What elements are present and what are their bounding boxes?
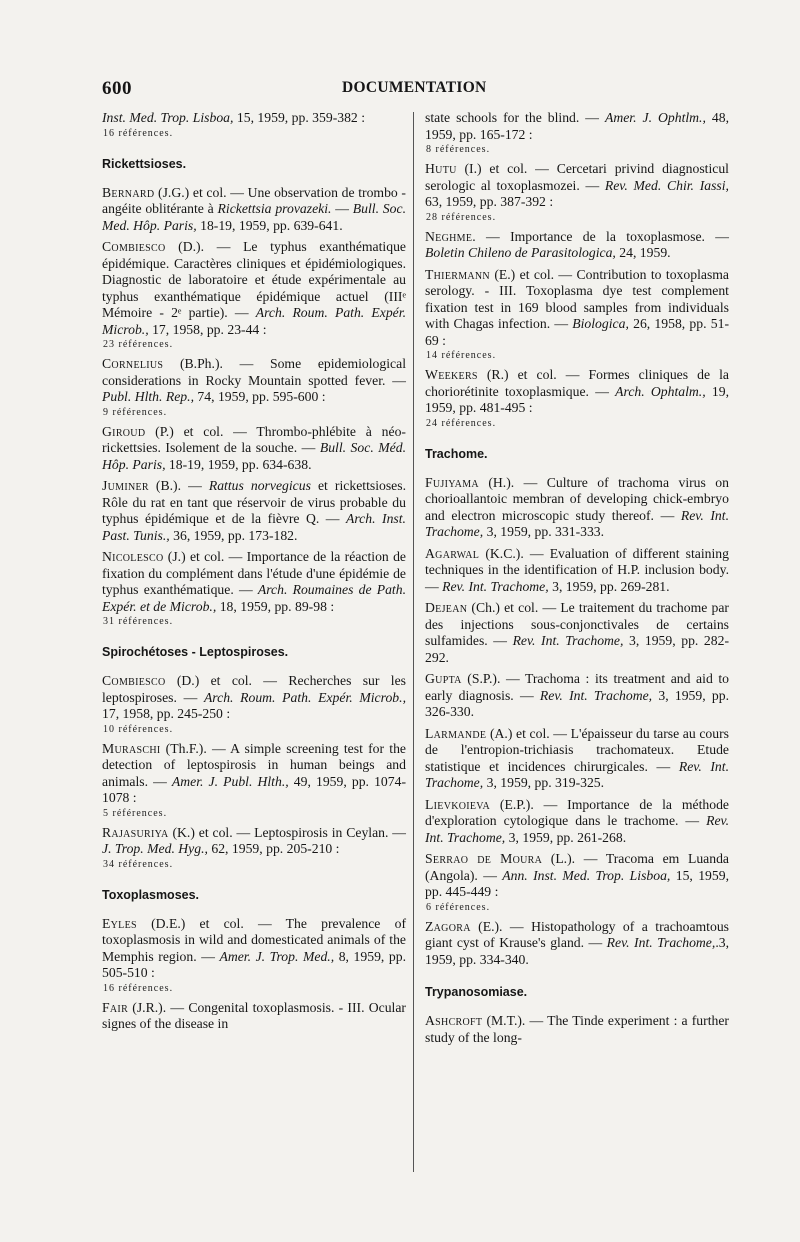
author-name: Eyles <box>102 915 137 931</box>
citation-details: .3, 1959, pp. 334-340. <box>425 935 729 967</box>
citation-title: Tracoma em Luanda (Angola). — <box>425 851 730 883</box>
reference-count: 34 références. <box>103 858 174 870</box>
citation-title: Contribution to toxoplasma serology. - III. Toxoplasma dye test complement fixation test in 169 blood samples from individuals with Chagas infection. — <box>425 266 730 331</box>
citation-text <box>425 671 729 721</box>
citation-initials: (D.) et col. — <box>165 673 289 688</box>
journal-name: Rev. Int. Trachome, <box>425 507 730 539</box>
citation-text <box>102 424 406 474</box>
citation-text <box>425 726 729 792</box>
reference-count: 16 références. <box>103 127 174 139</box>
citation-italic-title: Rattus norvegicus <box>208 478 311 493</box>
citation-text <box>425 229 729 262</box>
citation-initials: (J.G.) et col. — <box>154 184 248 200</box>
author-name: Bernard <box>102 184 155 200</box>
bibliography-entry <box>102 673 406 736</box>
citation-text <box>102 825 406 858</box>
citation-title: Recherches sur les leptospiroses. — <box>102 673 406 705</box>
section-heading: Toxoplasmoses. <box>102 887 200 902</box>
citation-initials: (E.P.). — <box>490 796 568 812</box>
author-name: Ashcroft <box>425 1013 483 1028</box>
citation-initials: (K.C.). — <box>479 545 550 561</box>
section-heading: Rickettsioses. <box>102 156 187 171</box>
bibliography-entry <box>425 797 729 847</box>
citation-title: Some epidemiological considerations in Rocky Mountain spotted fever. — <box>102 356 407 388</box>
citation-title: Une observation de trombo - angéite oblitérante à <box>102 184 406 216</box>
right-column <box>425 110 729 1051</box>
citation-details: 62, 1959, pp. 205-210 : <box>207 841 340 856</box>
citation-initials: (B.). — <box>148 478 209 493</box>
citation-title: Formes cliniques de la choriorétinite toxoplasmique. — <box>425 367 729 399</box>
citation-initials: (J.R.). — <box>128 999 189 1015</box>
reference-count: 10 références. <box>103 723 174 735</box>
citation-details: 8, 1959, pp. 505-510 : <box>102 948 407 980</box>
page-number: 600 <box>102 78 132 99</box>
bibliography-entry <box>425 671 729 721</box>
citation-details: 49, 1959, pp. 1074-1078 : <box>102 773 407 805</box>
bibliography-entry <box>425 367 729 430</box>
citation-text <box>425 367 729 417</box>
citation-details: 19, 1959, pp. 481-495 : <box>425 383 729 415</box>
citation-text <box>102 356 406 406</box>
bibliography-entry <box>425 600 729 666</box>
bibliography-entry <box>102 916 406 995</box>
bibliography-entry <box>102 424 406 474</box>
citation-title: Culture of trachoma virus on chorioallantoic membran of developing chick-embryo and electron microscopic study thereof. — <box>425 474 729 523</box>
author-name: Larmande <box>425 725 487 741</box>
citation-text <box>102 110 406 127</box>
author-name: Dejean <box>425 600 468 615</box>
bibliography-entry <box>425 267 729 363</box>
citation-details: 17, 1958, pp. 23-44 : <box>148 321 267 337</box>
bibliography-entry <box>102 741 406 820</box>
author-name: Gupta <box>425 671 462 686</box>
citation-title: Importance de la méthode d'exploration cytologique dans le trachome. — <box>425 796 729 828</box>
bibliography-entry <box>425 546 729 596</box>
bibliography-entry <box>102 356 406 419</box>
citation-initials: (R.) et col. — <box>477 367 589 382</box>
journal-name: Amer. J. Trop. Med., <box>219 948 335 964</box>
author-name: Neghme <box>425 228 473 244</box>
citation-title: Histopathology of a trachoamtous giant cyst of Krause's gland. — <box>425 918 730 950</box>
author-name: Combiesco <box>102 673 166 688</box>
reference-count: 31 références. <box>103 616 174 627</box>
citation-details: 48, 1959, pp. 165-172 : <box>425 110 729 142</box>
citation-text <box>425 919 729 969</box>
citation-title: The Tinde experiment : a further study of the long- <box>425 1013 729 1045</box>
bibliography-entry <box>102 239 406 351</box>
reference-count: 6 références. <box>426 901 491 913</box>
bibliography-entry <box>425 229 729 262</box>
bibliography-entry <box>425 1013 729 1046</box>
citation-details: 3, 1959, pp. 319-325. <box>483 775 605 790</box>
citation-title: Le traitement du trachome par des injections sous-conjonctivales de certains sulfamides. — <box>425 600 729 648</box>
citation-title: Trachoma : its treatment and aid to early diagnosis. — <box>425 671 730 703</box>
citation-details: 3, 1959, pp. 282-292. <box>425 633 729 665</box>
citation-initials: (P.) et col. — <box>145 423 257 439</box>
journal-name: Arch. Roum. Path. Expér. Microb., <box>203 689 406 705</box>
reference-count: 5 références. <box>103 807 168 819</box>
left-column <box>102 110 406 1038</box>
citation-details: 26, 1958, pp. 51-69 : <box>425 316 729 348</box>
journal-name: Publ. Hlth. Rep., <box>102 389 194 404</box>
journal-name: Rev. Med. Chir. Iassi, <box>604 177 729 193</box>
author-name: Fair <box>102 999 129 1015</box>
citation-text <box>102 478 406 544</box>
bibliography-entry <box>425 161 729 224</box>
column-divider <box>413 112 414 1172</box>
citation-initials: (H.). — <box>478 474 547 490</box>
citation-title: A simple screening test for the detection of leptospirosis in human beings and animals. — <box>102 740 406 789</box>
journal-name: Rev. Int. Trachome, <box>425 758 729 790</box>
journal-name: Amer. J. Publ. Hlth., <box>171 773 289 789</box>
citation-details: 3, 1959, pp. 326-330. <box>425 687 730 719</box>
citation-text <box>425 797 729 847</box>
author-name: Juminer <box>102 478 149 493</box>
author-name: Giroud <box>102 423 146 439</box>
citation-text <box>425 600 729 666</box>
citation-initials: (L.). — <box>542 851 606 866</box>
author-name: Weekers <box>425 367 478 382</box>
citation-text <box>102 1000 406 1033</box>
journal-name: Bull. Soc. Méd. Hôp. Paris, <box>102 440 406 472</box>
citation-text <box>425 267 729 350</box>
author-name: Fujiyama <box>425 474 479 490</box>
citation-initials: (J.) et col. — <box>163 549 247 564</box>
journal-name: Rev. Int. Trachome, <box>512 633 624 648</box>
citation-initials: (K.) et col. — <box>168 824 255 840</box>
journal-name: Ann. Inst. Med. Trop. Lisboa, <box>502 867 671 883</box>
citation-title: L'épaisseur du tarse au cours de l'entropion-trichiasis trachomateux. Etude statistique et incidences chirurgicales. — <box>425 725 729 774</box>
journal-name: Bull. Soc. Med. Hôp. Paris, <box>102 201 406 233</box>
citation-initials: . — <box>472 228 511 244</box>
bibliography-entry <box>425 110 729 156</box>
citation-title: Leptospirosis in Ceylan. — <box>254 824 406 840</box>
citation-text <box>102 185 406 235</box>
citation-title: Importance de la toxoplasmose. — <box>510 228 729 244</box>
citation-details: 36, 1959, pp. 173-182. <box>169 527 298 543</box>
citation-title: Le typhus exanthématique épidémique. Caractères cliniques et épidémiologiques. Diagnostic de laboratoire et étude expérimentale au typhus exanthématique épidémique actuel (IIIᵉ Mémoire - 2ᵉ partie). — <box>102 239 406 320</box>
journal-name: Arch. Roumaines de Path. Expér. et de Microb., <box>102 582 406 614</box>
citation-text <box>102 549 406 615</box>
journal-name: Boletin Chileno de Parasitologica, <box>425 245 616 260</box>
journal-name: Inst. Med. Trop. Lisboa, <box>102 110 234 125</box>
citation-initials: (S.P.). — <box>461 671 525 686</box>
bibliography-entry <box>102 478 406 544</box>
citation-text <box>102 239 406 338</box>
citation-details: 18, 1959, pp. 89-98 : <box>216 598 335 614</box>
citation-title: The prevalence of toxoplasmosis in wild and domesticated animals of the Memphis region. — <box>102 915 407 964</box>
citation-text <box>425 110 729 143</box>
citation-details: 24, 1959. <box>615 245 671 260</box>
citation-details: 18-19, 1959, pp. 639-641. <box>196 217 343 233</box>
citation-title: Importance de la réaction de fixation du complément dans l'étude d'une épidémie de typhus exanthématique. — <box>102 549 406 597</box>
reference-count: 28 références. <box>426 211 497 223</box>
running-title: DOCUMENTATION <box>342 79 487 96</box>
citation-initials: (D.E.) et col. — <box>136 915 286 931</box>
author-name: Lievkoieva <box>425 796 491 812</box>
bibliography-entry <box>425 851 729 914</box>
journal-name: Arch. Ophtalm., <box>615 383 706 399</box>
citation-title: Congenital toxoplasmosis. - III. Ocular signes of the disease in <box>102 999 406 1031</box>
reference-count: 8 références. <box>426 144 491 155</box>
journal-name: Amer. J. Ophtlm., <box>604 110 706 125</box>
citation-text <box>102 741 406 807</box>
author-name: Thiermann <box>425 266 490 282</box>
bibliography-entry <box>102 1000 406 1033</box>
citation-initials: (Th.F.). — <box>160 740 231 756</box>
citation-details: 3, 1959, pp. 269-281. <box>548 578 670 594</box>
journal-name: Rev. Int. Trachome, <box>442 578 549 594</box>
journal-name: Arch. Inst. Past. Tunis., <box>102 511 406 543</box>
section-heading: Spirochétoses - Leptospiroses. <box>102 645 289 659</box>
citation-details: 74, 1959, pp. 595-600 : <box>194 389 326 404</box>
citation-text <box>425 546 729 596</box>
journal-name: J. Trop. Med. Hyg., <box>102 841 208 856</box>
journal-name: Arch. Roum. Path. Expér. Microb., <box>102 305 406 337</box>
citation-text <box>102 916 406 982</box>
citation-initials: (B.Ph.). — <box>163 356 270 371</box>
citation-title: et rickettsioses. Rôle du rat en tant que réservoir de virus probable du typhus épidémique et de la fièvre Q. — <box>102 478 406 526</box>
section-heading: Trachome. <box>425 446 488 461</box>
bibliography-entry <box>102 825 406 871</box>
section-heading: Trypanosomiase. <box>425 985 528 999</box>
citation-sep: — <box>331 201 353 216</box>
citation-text <box>425 1013 729 1046</box>
journal-name: Rev. Int. Trachome, <box>425 813 729 845</box>
reference-count: 14 références. <box>426 350 497 361</box>
author-name: Agarwal <box>425 545 480 561</box>
journal-name: Rev. Int. Trachome, <box>539 687 653 703</box>
bibliography-entry <box>425 475 729 541</box>
citation-initials: (E.). — <box>470 918 532 934</box>
reference-count: 16 références. <box>103 982 174 994</box>
reference-count: 24 références. <box>426 417 497 429</box>
citation-initials: (D.). — <box>165 239 244 254</box>
author-name: Nicolesco <box>102 549 164 564</box>
citation-initials: (A.) et col. — <box>486 725 571 741</box>
citation-text <box>425 851 729 901</box>
citation-title: Cercetari privind diagnosticul serologic al toxoplasmozei. — <box>425 161 729 193</box>
citation-title: Evaluation of different staining techniques in the identification of H.P. inclusion body. — <box>425 545 729 594</box>
citation-italic-title: Rickettsia provazeki. <box>217 201 332 216</box>
citation-title: Thrombo-phlébite à néo-rickettsies. Isolement de la souche. — <box>102 423 406 455</box>
citation-title: state schools for the blind. — <box>425 110 605 125</box>
citation-details: 3, 1959, pp. 331-333. <box>483 524 605 539</box>
author-name: Cornelius <box>102 356 164 371</box>
reference-count: 9 références. <box>103 406 168 418</box>
bibliography-entry <box>425 726 729 792</box>
citation-details: 63, 1959, pp. 387-392 : <box>425 194 554 209</box>
bibliography-entry <box>102 549 406 628</box>
author-name: Combiesco <box>102 239 166 254</box>
author-name: Muraschi <box>102 740 161 756</box>
citation-details: 3, 1959, pp. 261-268. <box>505 829 627 845</box>
author-name: Rajasuriya <box>102 824 169 840</box>
citation-details: 18-19, 1959, pp. 634-638. <box>165 456 312 472</box>
author-name: Hutu <box>425 161 457 176</box>
citation-text <box>425 161 729 211</box>
author-name: Zagora <box>425 918 471 934</box>
citation-initials: (I.) et col. — <box>456 161 557 176</box>
bibliography-entry <box>102 185 406 235</box>
citation-initials: (Ch.) et col. — <box>467 600 561 615</box>
reference-count: 23 références. <box>103 339 174 350</box>
author-name: Serrao de Moura <box>425 851 543 866</box>
citation-text <box>102 673 406 723</box>
citation-details: 15, 1959, pp. 359-382 : <box>233 110 366 125</box>
journal-name: Rev. Int. Trachome, <box>606 935 716 950</box>
bibliography-entry <box>102 110 406 140</box>
citation-details: 17, 1958, pp. 245-250 : <box>102 706 231 721</box>
journal-name: Biologica, <box>572 316 629 331</box>
citation-initials: (E.) et col. — <box>489 266 577 282</box>
citation-initials: (M.T.). — <box>482 1013 548 1028</box>
citation-text <box>425 475 729 541</box>
citation-details: 15, 1959, pp. 445-449 : <box>425 867 729 899</box>
bibliography-entry <box>425 919 729 969</box>
